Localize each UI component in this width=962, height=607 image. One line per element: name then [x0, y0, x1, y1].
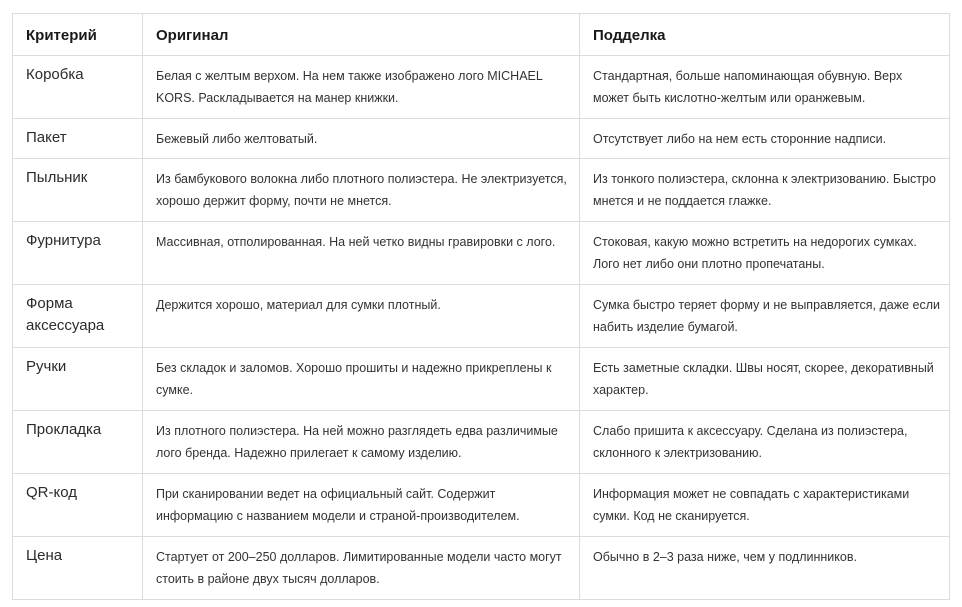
header-original: Оригинал — [143, 14, 580, 56]
row-fake: Обычно в 2–3 раза ниже, чем у подлинников. — [580, 537, 950, 600]
row-criterion: Пакет — [13, 119, 143, 159]
row-fake: Отсутствует либо на нем есть сторонние надписи. — [580, 119, 950, 159]
table-row — [13, 537, 950, 600]
row-fake: Слабо пришита к аксессуару. Сделана из полиэстера, склонного к электризованию. — [580, 411, 950, 474]
table-header-row — [13, 14, 950, 56]
row-criterion: Фурнитура — [13, 222, 143, 285]
row-fake: Сумка быстро теряет форму и не выправляется, даже если набить изделие бумагой. — [580, 285, 950, 348]
comparison-table-container — [12, 13, 949, 600]
row-original: Массивная, отполированная. На ней четко видны гравировки с лого. — [143, 222, 580, 285]
row-fake: Из тонкого полиэстера, склонна к электризованию. Быстро мнется и не поддается глажке. — [580, 159, 950, 222]
row-fake: Информация может не совпадать с характеристиками сумки. Код не сканируется. — [580, 474, 950, 537]
comparison-table — [12, 13, 950, 600]
row-fake: Стоковая, какую можно встретить на недорогих сумках. Лого нет либо они плотно пропечатаны. — [580, 222, 950, 285]
row-criterion: Пыльник — [13, 159, 143, 222]
row-original: Без складок и заломов. Хорошо прошиты и надежно прикреплены к сумке. — [143, 348, 580, 411]
row-original: Стартует от 200–250 долларов. Лимитированные модели часто могут стоить в районе двух тысяч долларов. — [143, 537, 580, 600]
row-original: При сканировании ведет на официальный сайт. Содержит информацию с названием модели и страной-производителем. — [143, 474, 580, 537]
row-fake: Стандартная, больше напоминающая обувную. Верх может быть кислотно-желтым или оранжевым. — [580, 56, 950, 119]
table-row — [13, 348, 950, 411]
table-row — [13, 56, 950, 119]
header-fake: Подделка — [580, 14, 950, 56]
row-original: Держится хорошо, материал для сумки плотный. — [143, 285, 580, 348]
row-original: Из бамбукового волокна либо плотного полиэстера. Не электризуется, хорошо держит форму, почти не мнется. — [143, 159, 580, 222]
row-criterion: Прокладка — [13, 411, 143, 474]
row-criterion: Коробка — [13, 56, 143, 119]
row-fake: Есть заметные складки. Швы носят, скорее, декоративный характер. — [580, 348, 950, 411]
header-criterion: Критерий — [13, 14, 143, 56]
table-row — [13, 285, 950, 348]
row-criterion: Цена — [13, 537, 143, 600]
row-criterion: Ручки — [13, 348, 143, 411]
row-original: Из плотного полиэстера. На ней можно разглядеть едва различимые лого бренда. Надежно прилегает к самому изделию. — [143, 411, 580, 474]
table-row — [13, 222, 950, 285]
row-criterion: QR-код — [13, 474, 143, 537]
row-original: Бежевый либо желтоватый. — [143, 119, 580, 159]
row-original: Белая с желтым верхом. На нем также изображено лого MICHAEL KORS. Раскладывается на манер книжки. — [143, 56, 580, 119]
table-row — [13, 411, 950, 474]
table-row — [13, 159, 950, 222]
table-row — [13, 474, 950, 537]
table-row — [13, 119, 950, 159]
row-criterion: Форма аксессуара — [13, 285, 143, 348]
